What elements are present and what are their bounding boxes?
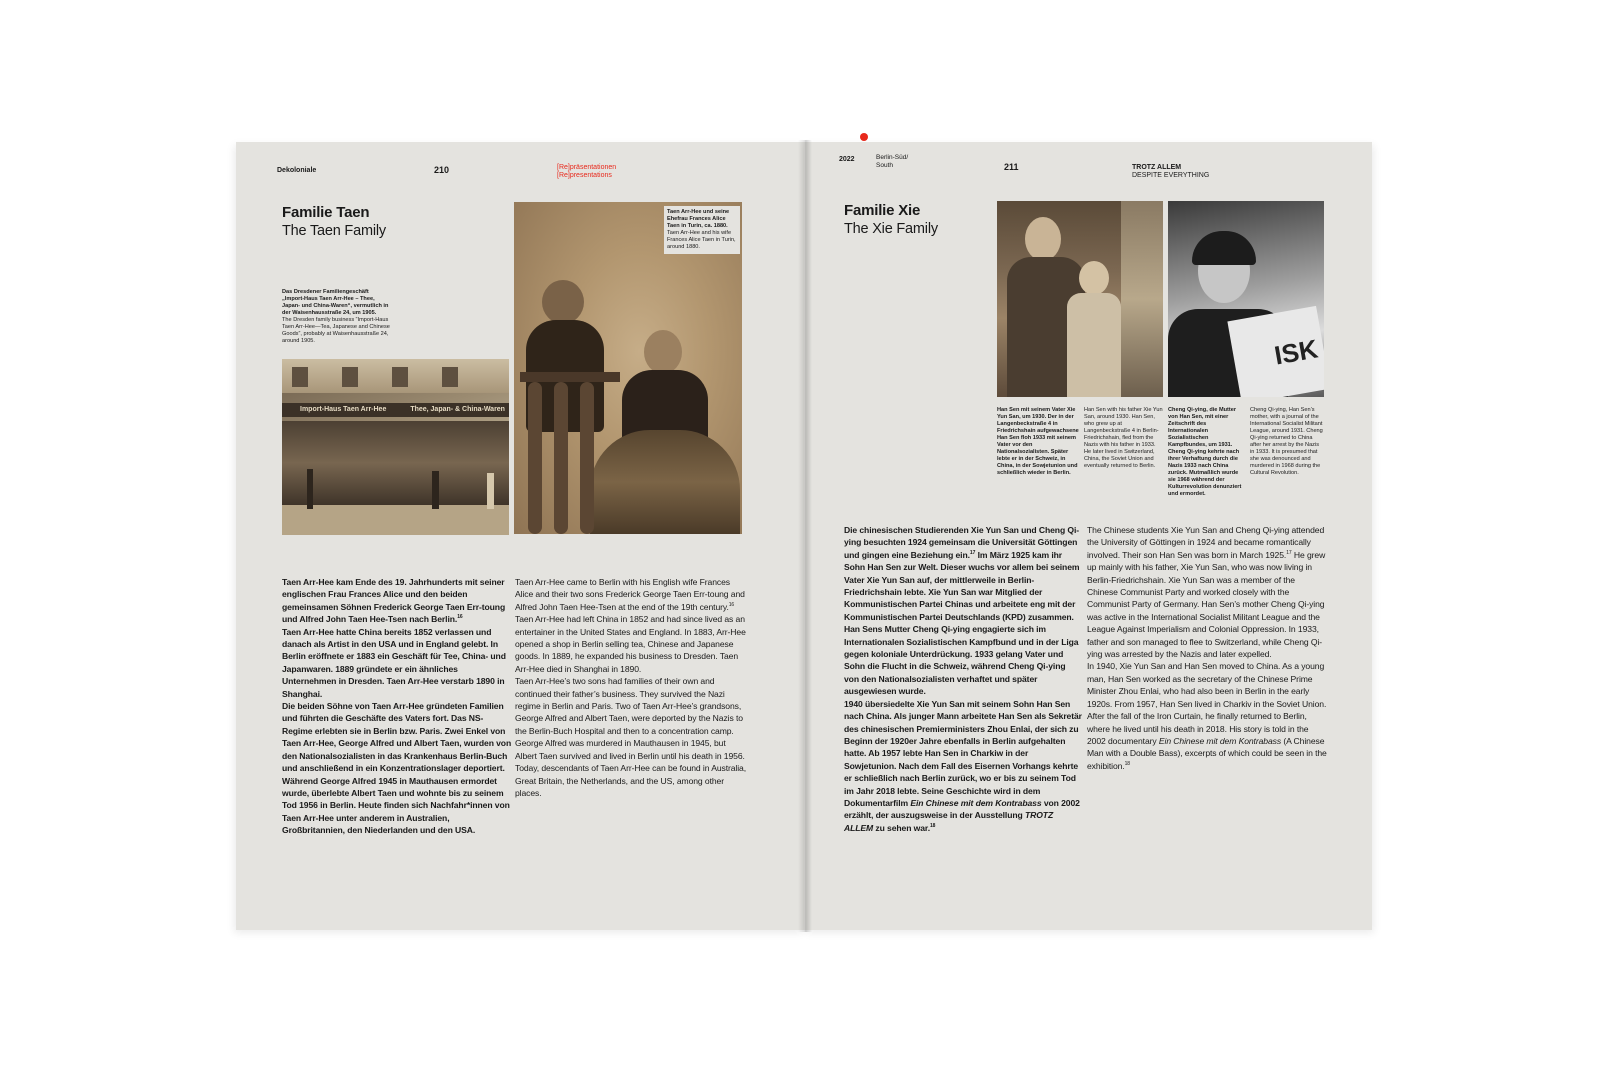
exhibition-label — [1132, 164, 1209, 180]
location-label: Berlin-Süd/ South — [876, 154, 909, 169]
shop-sign-1: Import-Haus Taen Arr-Hee — [300, 406, 387, 413]
window-4 — [442, 367, 458, 387]
page-number-right: 211 — [1004, 162, 1019, 172]
title-de-right: Familie Xie — [844, 202, 921, 219]
body-de-right-p1a: Die chinesischen Studierenden Xie Yun San und Cheng Qi-ying besuchten 1924 gemeinsam die Universität Göttingen und gingen eine Beziehung ein. — [844, 525, 1080, 560]
sidewalk — [282, 505, 509, 535]
baluster-1 — [528, 382, 542, 534]
footnote-18-de: 18 — [930, 822, 936, 829]
caption-couple — [664, 206, 740, 254]
body-de-p1: Taen Arr-Hee kam Ende des 19. Jahrhunderts mit seiner englischen Frau Frances Alice und den beiden gemeinsamen Söhnen Frederick George Taen Err-toung und Alfred John Taen Hee-Tsen nach Berlin. — [282, 577, 506, 625]
theme-label — [557, 164, 616, 180]
magazine: ISK — [1227, 306, 1324, 397]
caption-shop-en: The Dresden family business “Import-Haus Taen Arr-Hee—Tea, Japanese and Chinese Goods”, probably at Waisenhausstraße 24, around 1905. — [282, 317, 390, 344]
left-page — [236, 142, 805, 930]
bookmark-ribbon — [860, 133, 868, 141]
film-title-en: Ein Chinese mit dem Kontrabass — [1158, 735, 1282, 746]
caption-couple-en: Taen Arr-Hee and his wife Frances Alice Taen in Turin, around 1880. — [667, 230, 736, 250]
footnote-18-en: 18 — [1124, 760, 1130, 767]
son-body — [1067, 293, 1121, 397]
exhibition-de: TROTZ ALLEM — [1132, 164, 1182, 171]
body-de-p3: Die beiden Söhne von Taen Arr-Hee gründeten Familien und führten die Geschäfte des Vaters fort. Das NS-Regime erlebten sie in Berlin bzw. Paris. Zwei Enkel von Taen Arr-Hee, George Alfred und Albert Taen, wurden von den Nationalsozialisten in das Krankenhaus Berlin-Buch und anschließend in ein Konzentrationslager deportiert. Während George Alfred 1945 in Mauthausen ermordet wurde, überlebte Albert Taen und wohnte bis zu seinem Tod 1956 in Berlin. Heute finden sich Nachfahr*innen von Taen Arr-Hee unter anderem in Australien, Großbritannien, den Niederlanden und den USA. — [282, 701, 512, 836]
shop-sign-2: Thee, Japan- & China-Waren — [410, 406, 505, 413]
title-en-right: The Xie Family — [844, 221, 938, 237]
balustrade-rail — [520, 372, 620, 382]
shop-sign — [282, 403, 509, 417]
book-spine — [798, 140, 812, 932]
theme-de: [Re]präsentationen — [557, 164, 617, 171]
window-2 — [342, 367, 358, 387]
caption-shop — [282, 289, 390, 345]
footnote-17-de: 17 — [969, 549, 976, 556]
caption-father-en: Han Sen with his father Xie Yun San, around 1930. Han Sen, who grew up at Langenbeckstraße 4 in Berlin-Friedrichshain, fled from the Nazis with his father in 1933. He later lived in Switzerland, China, the Soviet Union and eventually returned to Berlin. — [1084, 407, 1163, 469]
body-text-en-right — [1087, 524, 1327, 772]
caption-shop-de: Das Dresdener Familiengeschäft „Import-Haus Taen Arr-Hee – Thee, Japan- und China-Waren“, vermutlich in der Waisenhausstraße 24, um 1905. — [282, 289, 389, 316]
woman-head — [644, 330, 682, 374]
body-text-de-right — [844, 524, 1082, 834]
body-de-right-p2a: 1940 übersiedelte Xie Yun San mit seinem Sohn Han Sen nach China. Als junger Mann arbeitete Han Sen als Sekretär des chinesischen Premierministers Zhou Enlai, der sich zu Beginn der 1920er Jahre ebenfalls in Berlin aufgehalten hatte. Ab 1957 lebte Han Sen in Charkiw in der Sowjetunion. Nach dem Fall des Eisernen Vorhangs kehrte er schließlich nach Berlin zurück, wo er bis zu seinem Tod im Jahr 2018 lebte. Seine Geschichte wird in dem Dokumentarfilm — [844, 698, 1082, 808]
film-title-de: Ein Chinese mit dem Kontrabass — [910, 797, 1042, 808]
body-en-right-p2b: (A Chinese Man with a Double Bass), excerpts of which could be seen in the exhibition. — [1087, 735, 1327, 771]
theme-en: [Re]presentations — [557, 172, 612, 179]
body-en-p2: Taen Arr-Hee’s two sons had families of their own and continued their father’s business. They survived the Nazi regime in Berlin and Paris. Two of Taen Arr-Hee’s grandsons, George Alfred and Albert Taen, were deported by the Nazis to the Berlin-Buch Hospital and then to a concentration camp. George Alfred was murdered in Mauthausen in 1945, but Albert Taen survived and lived in Berlin until his death in 1956. Today, descendants of Taen Arr-Hee can be found in Australia, Great Britain, the Netherlands, and the US, among other places. — [515, 676, 747, 798]
caption-father-de: Han Sen mit seinem Vater Xie Yun San, um 1930. Der in der Langenbeckstraße 4 in Friedrichshain aufgewachsene Han Sen floh 1933 mit seinem Vater vor den Nationalsozialisten. Später lebte er in der Schweiz, in China, in der Sowjetunion und schließlich wieder in Berlin. — [997, 407, 1079, 476]
body-en-p1: Taen Arr-Hee came to Berlin with his English wife Frances Alice and their two sons Frederick George Taen Err-toung and Alfred John Taen Hee-Tsen at the end of the 19th century. — [515, 577, 745, 612]
footnote-17-en: 17 — [1286, 549, 1292, 556]
foliage — [1121, 201, 1163, 397]
body-text-en-left — [515, 576, 747, 799]
body-en-p1b: Taen Arr-Hee had left China in 1852 and had since lived as an entertainer in the United States and England. In 1883, Arr-Hee opened a shop in Berlin selling tea, Chinese and Japanese goods. In 1889, he expanded his business to Dresden. Taen Arr-Hee died in Shanghai in 1890. — [515, 614, 746, 674]
woman-dress — [590, 430, 740, 534]
exhibition-en: DESPITE EVERYTHING — [1132, 172, 1210, 179]
caption-mother-en: Cheng Qi-ying, Han Sen’s mother, with a journal of the International Socialist Militant League, around 1931. Cheng Qi-ying returned to China after her arrest by the Nazis in 1933. It is presumed that she was denounced and murdered in 1968 during the Cultural Revolution. — [1250, 407, 1323, 476]
caption-couple-de: Taen Arr-Hee und seine Ehefrau Frances Alice Taen in Turin, ca. 1880. — [667, 209, 730, 229]
page-number-left: 210 — [434, 165, 450, 175]
body-de-p2: Taen Arr-Hee hatte China bereits 1852 verlassen und danach als Artist in den USA und in England gelebt. In Berlin eröffnete er 1883 ein Geschäft für Tee, China- und Japanwaren. 1889 gründete er ein ähnliches Unternehmen in Dresden. Taen Arr-Hee verstarb 1890 in Shanghai. — [282, 626, 506, 699]
couple-photo — [514, 202, 742, 534]
body-de-right-p2b: von 2002 erzählt, der auszugsweise in der Ausstellung — [844, 797, 1080, 821]
section-label: Dekoloniale — [277, 167, 317, 174]
body-en-right-p1a: The Chinese students Xie Yun San and Cheng Qi-ying attended the University of Göttingen in 1924 and became romantically involved. Their son Han Sen was born in March 1925. — [1087, 525, 1325, 560]
window-3 — [392, 367, 408, 387]
window-1 — [292, 367, 308, 387]
body-de-right-p2c: zu sehen war. — [875, 822, 930, 833]
body-de-right-p1b: Im März 1925 kam ihr Sohn Han Sen zur Welt. Dieser wuchs vor allem bei seinem Vater Xie Yun San auf, der mittlerweile in Berlin-Friedrichshain lebte. Xie Yun San war Mitglied der Kommunistischen Partei Chinas und arbeitete eng mit der Kommunistischen Partei Deutschlands (KPD) zusammen. Han Sens Mutter Cheng Qi-ying engagierte sich im Internationalen Sozialistischen Kampfbund und in der Liga gegen koloniale Unterdrückung. 1933 gelang Vater und Sohn die Flucht in die Schweiz, während Cheng Qi-ying von den Nationalsozialisten verhaftet und später ausgewiesen wurde. — [844, 549, 1080, 697]
footnote-16-de: 16 — [457, 614, 463, 621]
mother-hair — [1192, 231, 1256, 265]
title-en: The Taen Family — [282, 223, 386, 239]
figure-2 — [432, 471, 439, 509]
son-head — [1079, 261, 1109, 295]
baluster-2 — [554, 382, 568, 534]
body-en-right-p2a: In 1940, Xie Yun San and Han Sen moved to China. As a young man, Han Sen worked as the secretary of the Chinese Prime Minister Zhou Enlai, who had also been in Berlin in the early 1920s. From 1957, Han Sen lived in Charkiv in the Soviet Union. After the fall of the Iron Curtain, he finally returned to Berlin, where he lived until his death in 2018. His story is told in the 2002 documentary — [1087, 661, 1327, 746]
body-en-right-p1b: He grew up mainly with his father, Xie Yun San, who was now living in Berlin-Friedrichshain. Xie Yun San was a member of the Chinese Communist Party and worked closely with the Communist Party of Germany. Han Sen’s mother Cheng Qi-ying was active in the International Socialist Militant League and the League Against Imperialism and Colonial Oppression. In 1933, father and son managed to flee to Switzerland, while Cheng Qi-ying was arrested by the Nazis and later expelled. — [1087, 549, 1326, 660]
exhibition-title-de: TROTZ ALLEM — [844, 810, 1054, 833]
caption-mother-de: Cheng Qi-ying, die Mutter von Han Sen, mit einer Zeitschrift des Internationalen Sozialistischen Kampfbundes, um 1931. Cheng Qi-ying kehrte nach ihrer Verhaftung durch die Nazis 1933 nach China zurück. Mutmaßlich wurde sie 1968 während der Kulturrevolution denunziert und ermordet. — [1168, 407, 1242, 497]
mother-photo — [1168, 201, 1324, 397]
title-de: Familie Taen — [282, 204, 370, 221]
figure-1 — [307, 469, 313, 509]
man-head — [542, 280, 584, 324]
right-page — [804, 142, 1372, 930]
father-son-photo — [997, 201, 1163, 397]
year-label: 2022 — [839, 156, 855, 163]
footnote-16-en: 16 — [728, 601, 735, 608]
father-head — [1025, 217, 1061, 261]
baluster-3 — [580, 382, 594, 534]
body-text-de-left — [282, 576, 512, 837]
figure-3 — [487, 473, 494, 509]
shop-photo — [282, 359, 509, 535]
shop-windows — [282, 421, 509, 505]
